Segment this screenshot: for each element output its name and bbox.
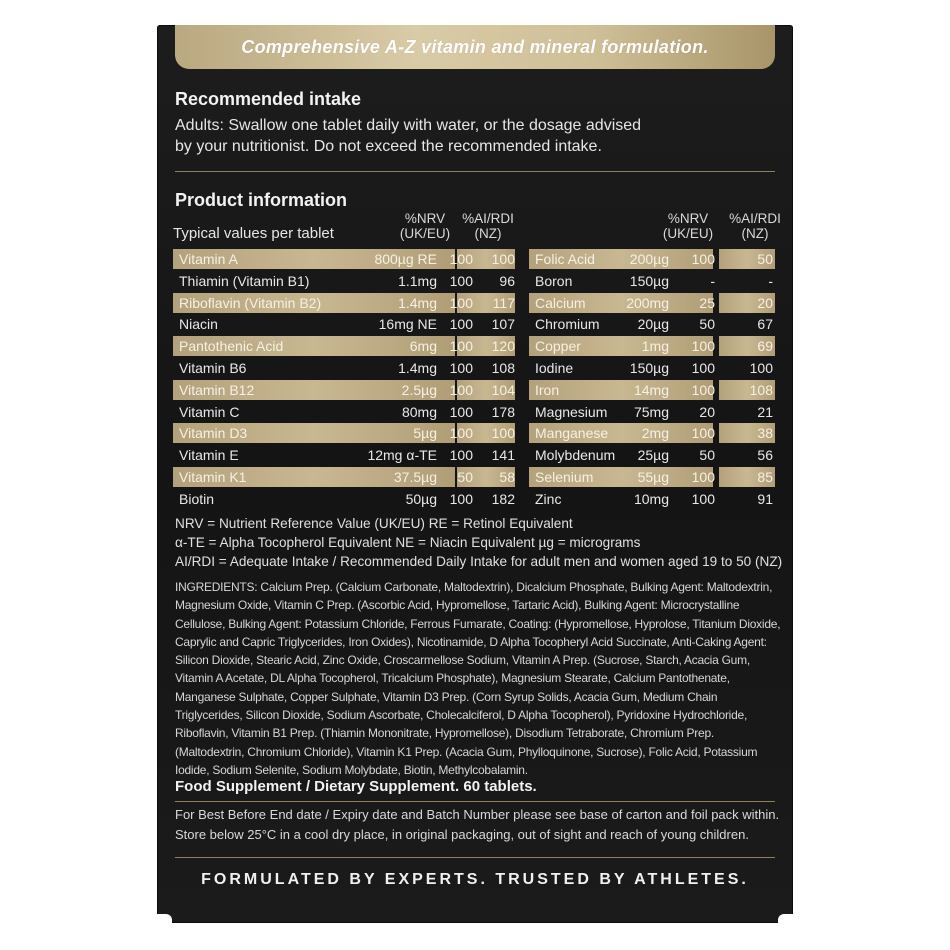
- nutrient-amount: 75mg: [633, 403, 669, 420]
- nutrient-amount: 80mg: [401, 403, 437, 420]
- nutrient-nrv: 100: [449, 272, 473, 289]
- nutrient-row: [529, 489, 775, 509]
- nutrient-nrv: 100: [691, 469, 715, 485]
- nutrient-amount: 25µg: [637, 447, 669, 464]
- nutrient-ai-rdi: 100: [749, 360, 773, 376]
- tagline-text: Comprehensive A-Z vitamin and mineral formulation.: [241, 36, 709, 57]
- nutrient-ai-rdi: 104: [491, 381, 515, 398]
- nutrient-ai-rdi: 117: [492, 294, 515, 311]
- right-nrv-header: [653, 211, 723, 241]
- nutrient-name: Riboflavin (Vitamin B2): [179, 294, 322, 311]
- nutrient-row: [529, 358, 775, 378]
- left-nrv-header-line2: (UK/EU): [399, 226, 451, 241]
- nutrient-row: [173, 489, 515, 509]
- nutrient-name: Calcium: [535, 294, 586, 311]
- nutrient-ai-rdi: 91: [757, 490, 773, 507]
- legend-line-2: α-TE = Alpha Tocopherol Equivalent NE = Niacin Equivalent µg = micrograms: [175, 535, 641, 550]
- nutrient-name: Zinc: [535, 490, 562, 507]
- nutrient-nrv: 100: [449, 316, 473, 333]
- nutrient-amount: 14mg: [633, 381, 669, 398]
- nutrient-amount: 37.5µg: [393, 469, 437, 485]
- nutrient-row: [173, 293, 515, 313]
- nutrient-amount: 1mg: [641, 338, 669, 355]
- nutrient-ai-rdi: 108: [749, 381, 773, 398]
- nutrient-ai-rdi: 56: [757, 447, 773, 464]
- nutrient-amount: 1.4mg: [398, 360, 437, 376]
- nutrient-nrv: 100: [449, 447, 473, 464]
- right-ai-header-line1: %AI/RDI: [729, 211, 781, 226]
- nutrient-nrv: 100: [449, 490, 473, 507]
- nutrient-name: Vitamin A: [179, 251, 238, 267]
- nutrient-nrv: 100: [449, 425, 473, 442]
- nutrient-nrv: 20: [699, 403, 715, 420]
- nutrient-ai-rdi: 108: [491, 360, 515, 376]
- nutrient-amount: 800µg RE: [374, 251, 437, 267]
- nutrient-name: Magnesium: [535, 403, 608, 420]
- nutrient-ai-rdi: 50: [757, 251, 773, 267]
- nutrient-nrv: 100: [449, 251, 473, 267]
- nutrient-row: [529, 402, 775, 422]
- carton-notch: [156, 914, 172, 924]
- nutrient-nrv: 100: [691, 425, 715, 442]
- nutrient-nrv: 100: [449, 360, 473, 376]
- right-nrv-header-line1: %NRV: [667, 211, 709, 226]
- nutrient-amount: 150µg: [629, 360, 669, 376]
- nutrient-amount: 50µg: [405, 490, 437, 507]
- nutrient-row: [173, 249, 515, 269]
- nutrient-name: Pantothenic Acid: [179, 338, 284, 355]
- product-information-heading: Product information: [175, 190, 347, 210]
- nutrient-amount: 1.4mg: [398, 294, 437, 311]
- left-ai-header: [455, 211, 521, 241]
- nutrient-row: [173, 358, 515, 378]
- nutrient-amount: 16mg NE: [378, 316, 437, 333]
- nutrient-ai-rdi: 96: [499, 272, 515, 289]
- nutrient-ai-rdi: 107: [491, 316, 515, 333]
- nutrient-name: Chromium: [535, 316, 600, 333]
- nutrient-amount: 55µg: [637, 469, 669, 485]
- left-ai-header-line2: (NZ): [474, 226, 502, 241]
- divider: [175, 801, 775, 802]
- nutrient-name: Boron: [535, 272, 573, 289]
- nutrient-nrv: 50: [457, 469, 473, 485]
- nutrient-name: Folic Acid: [535, 251, 595, 267]
- carton-notch: [778, 914, 794, 924]
- nutrient-nrv: 100: [691, 338, 715, 355]
- recommended-intake-heading: Recommended intake: [175, 89, 362, 109]
- nutrient-row: [173, 380, 515, 400]
- left-nrv-header: [395, 211, 455, 241]
- nutrient-amount: 150µg: [629, 272, 669, 289]
- nutrient-amount: 6mg: [409, 338, 437, 355]
- legend-line-3: AI/RDI = Adequate Intake / Recommended Daily Intake for adult men and women aged 19 to 50 (NZ): [175, 554, 783, 569]
- nutrient-row: [173, 314, 515, 334]
- nutrient-row: [529, 380, 775, 400]
- nutrient-name: Niacin: [179, 316, 218, 333]
- nutrient-amount: 12mg α-TE: [367, 447, 437, 464]
- divider: [175, 857, 775, 858]
- nutrient-name: Vitamin C: [179, 403, 240, 420]
- nutrient-row: [173, 445, 515, 465]
- nutrient-name: Copper: [535, 338, 581, 355]
- nutrient-amount: 10mg: [633, 490, 669, 507]
- nutrient-ai-rdi: 85: [757, 469, 773, 485]
- nutrient-name: Thiamin (Vitamin B1): [179, 272, 310, 289]
- nutrient-ai-rdi: 141: [491, 447, 515, 464]
- nutrient-amount: 1.1mg: [398, 272, 437, 289]
- nutrient-nrv: 100: [691, 381, 715, 398]
- nutrient-row: [173, 467, 515, 487]
- nutrient-nrv: 100: [449, 381, 473, 398]
- nutrient-row: [529, 314, 775, 334]
- nutrient-name: Iodine: [535, 360, 574, 376]
- nutrient-ai-rdi: 100: [491, 425, 515, 442]
- nutrient-amount: 20µg: [637, 316, 669, 333]
- nutrient-nrv: 50: [699, 316, 715, 333]
- nutrient-nrv: 100: [449, 294, 473, 311]
- divider: [175, 171, 775, 172]
- nutrient-name: Biotin: [179, 490, 215, 507]
- intake-line-1: Adults: Swallow one tablet daily with water, or the dosage advised: [175, 117, 642, 134]
- nutrient-ai-rdi: -: [768, 272, 773, 289]
- nutrient-ai-rdi: 100: [491, 251, 515, 267]
- nutrient-name: Vitamin K1: [179, 469, 247, 485]
- storage-line-2: Store below 25°C in a cool dry place, in original packaging, out of sight and reach of young children.: [175, 827, 749, 842]
- nutrient-row: [529, 293, 775, 313]
- nutrient-row: [173, 271, 515, 291]
- nutrient-row: [173, 336, 515, 356]
- nutrient-nrv: 100: [449, 338, 473, 355]
- right-ai-header: [721, 211, 789, 241]
- nutrient-ai-rdi: 21: [757, 403, 773, 420]
- nutrient-amount: 5µg: [413, 425, 437, 442]
- tagline-banner: [175, 25, 775, 69]
- nutrient-nrv: 100: [691, 360, 715, 376]
- product-box-back-panel: [157, 25, 793, 923]
- nutrient-row: [173, 423, 515, 443]
- nutrient-ai-rdi: 20: [757, 294, 773, 311]
- nutrient-nrv: 50: [699, 447, 715, 464]
- nutrient-name: Selenium: [535, 469, 594, 485]
- nutrient-ai-rdi: 178: [491, 403, 515, 420]
- nutrient-row: [529, 271, 775, 291]
- nutrient-row: [529, 467, 775, 487]
- legend-line-1: NRV = Nutrient Reference Value (UK/EU) RE = Retinol Equivalent: [175, 516, 573, 531]
- nutrient-nrv: 100: [449, 403, 473, 420]
- typical-values-label: Typical values per tablet: [173, 225, 334, 242]
- nutrient-amount: 2.5µg: [401, 381, 437, 398]
- nutrient-name: Vitamin D3: [179, 425, 248, 442]
- ingredients-text: INGREDIENTS: Calcium Prep. (Calcium Carbonate, Maltodextrin), Dicalcium Phosphate, Bulking Agent: Maltodextrin, Magnesium Oxide, Vitamin C Prep. (Ascorbic Acid, Hypromellose, Tartaric Acid), Bulking Agent: Microcrystalline Cellulose, Bulking Agent: Potassium Chloride, Ferrous Fumarate, Coating: (Hypromellose, Hyprolose, Titanium Dioxide, Caprylic and Capric Triglycerides, Iron Oxides), Nicotinamide, D Alpha Tocopheryl Acid Succinate, Anti-Caking Agent: Silicon Dioxide, Stearic Acid, Zinc Oxide, Croscarmellose Sodium, Vitamin A Prep. (Sucrose, Starch, Acacia Gum, Vitamin A Acetate, DL Alpha Tocopherol, Tricalcium Phosphate), Magnesium Stearate, Calcium Pantothenate, Manganese Sulphate, Copper Sulphate, Vitamin D3 Prep. (Corn Syrup Solids, Acacia Gum, Medium Chain Triglycerides, Silicon Dioxide, Sodium Ascorbate, Cholecalciferol, D Alpha Tocopherol), Pyridoxine Hydrochloride, Riboflavin, Vitamin B1 Prep. (Thiamin Mononitrate, Hypromellose), Disodium Tetraborate, Chromium Prep. (Maltodextrin, Chromium Chloride), Vitamin K1 Prep. (Acacia Gum, Phylloquinone, Sucrose), Folic Acid, Potassium Iodide, Sodium Selenite, Sodium Molybdate, Biotin, Methylcobalamin.: [175, 580, 781, 777]
- nutrient-name: Vitamin B12: [179, 381, 255, 398]
- nutrient-ai-rdi: 58: [499, 469, 515, 485]
- nutrient-name: Iron: [535, 381, 560, 398]
- nutrient-amount: 200mg: [626, 294, 669, 311]
- nutrient-name: Vitamin E: [179, 447, 239, 464]
- intake-line-2: by your nutritionist. Do not exceed the recommended intake.: [175, 138, 602, 155]
- nutrient-ai-rdi: 38: [757, 425, 773, 442]
- storage-line-1: For Best Before End date / Expiry date and Batch Number please see base of carton and foil pack within.: [175, 807, 780, 822]
- right-ai-header-line2: (NZ): [741, 226, 769, 241]
- nutrient-row: [529, 423, 775, 443]
- nutrient-name: Manganese: [535, 425, 609, 442]
- supplement-statement: Food Supplement / Dietary Supplement. 60 tablets.: [175, 778, 537, 795]
- nutrient-name: Vitamin B6: [179, 360, 247, 376]
- nutrient-amount: 200µg: [629, 251, 669, 267]
- nutrient-ai-rdi: 182: [491, 490, 515, 507]
- nutrient-row: [529, 445, 775, 465]
- nutrient-nrv: 100: [691, 251, 715, 267]
- nutrient-amount: 2mg: [641, 425, 669, 442]
- right-nrv-header-line2: (UK/EU): [662, 226, 714, 241]
- nutrient-nrv: -: [710, 272, 715, 289]
- footer-slogan: FORMULATED BY EXPERTS. TRUSTED BY ATHLETES.: [201, 871, 749, 888]
- nutrient-ai-rdi: 67: [757, 316, 773, 333]
- nutrient-name: Molybdenum: [535, 447, 616, 464]
- nutrient-row: [529, 336, 775, 356]
- nutrient-row: [529, 249, 775, 269]
- nutrient-nrv: 100: [691, 490, 715, 507]
- nutrient-ai-rdi: 120: [491, 338, 515, 355]
- nutrient-nrv: 25: [699, 294, 715, 311]
- nutrient-row: [173, 402, 515, 422]
- left-ai-header-line1: %AI/RDI: [462, 211, 514, 226]
- nutrient-ai-rdi: 69: [757, 338, 773, 355]
- left-nrv-header-line1: %NRV: [404, 211, 446, 226]
